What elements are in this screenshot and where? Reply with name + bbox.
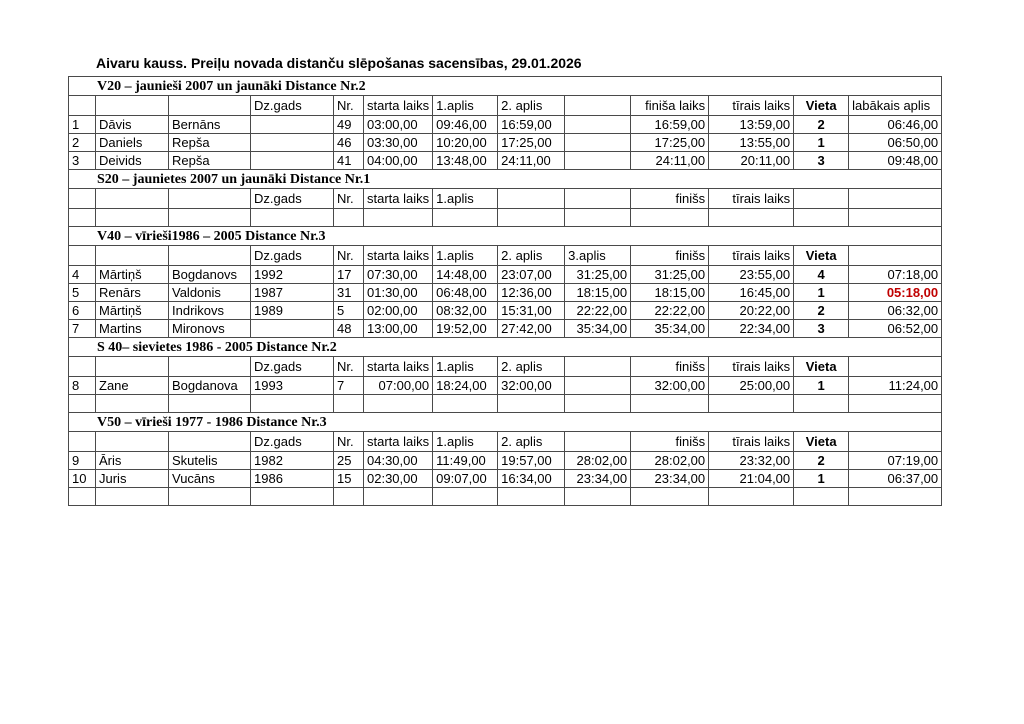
results-table xyxy=(68,76,942,506)
header-net-time: tīrais laiks xyxy=(709,189,794,209)
bib-number-cell: 41 xyxy=(334,152,364,170)
header-lap1: 1.aplis xyxy=(433,96,498,116)
lap1-cell: 19:52,00 xyxy=(433,320,498,338)
header-bib-number: Nr. xyxy=(334,189,364,209)
table-row xyxy=(69,134,942,152)
birth-year-cell: 1989 xyxy=(251,302,334,320)
lap3-cell: 22:22,00 xyxy=(565,302,631,320)
column-header-row xyxy=(69,189,942,209)
table-row xyxy=(69,116,942,134)
header-place: Vieta xyxy=(794,357,849,377)
row-number-cell: 4 xyxy=(69,266,96,284)
header-lap2 xyxy=(498,189,565,209)
header-first-name xyxy=(96,357,169,377)
start-time-cell xyxy=(364,395,433,413)
start-time-cell xyxy=(364,488,433,506)
header-first-name xyxy=(96,189,169,209)
start-time-cell: 13:00,00 xyxy=(364,320,433,338)
last-name-cell: Bernāns xyxy=(169,116,251,134)
header-last-name xyxy=(169,432,251,452)
last-name-cell xyxy=(169,488,251,506)
section-row xyxy=(69,77,942,96)
lap1-cell xyxy=(433,395,498,413)
start-time-cell: 03:30,00 xyxy=(364,134,433,152)
start-time-cell: 03:00,00 xyxy=(364,116,433,134)
header-place xyxy=(794,189,849,209)
header-row-number xyxy=(69,96,96,116)
section-row xyxy=(69,338,942,357)
header-birth-year: Dz.gads xyxy=(251,96,334,116)
section-title: S20 – jaunietes 2007 un jaunāki Distance Nr.1 xyxy=(69,170,942,189)
lap1-cell: 11:49,00 xyxy=(433,452,498,470)
row-number-cell: 1 xyxy=(69,116,96,134)
place-cell xyxy=(794,209,849,227)
header-place: Vieta xyxy=(794,246,849,266)
lap3-cell xyxy=(565,488,631,506)
lap1-cell: 09:46,00 xyxy=(433,116,498,134)
first-name-cell: Juris xyxy=(96,470,169,488)
lap3-cell: 18:15,00 xyxy=(565,284,631,302)
start-time-cell xyxy=(364,209,433,227)
best-lap-cell: 07:18,00 xyxy=(849,266,942,284)
place-cell: 1 xyxy=(794,284,849,302)
net-time-cell: 16:45,00 xyxy=(709,284,794,302)
net-time-cell xyxy=(709,395,794,413)
table-row xyxy=(69,452,942,470)
best-lap-cell: 06:50,00 xyxy=(849,134,942,152)
lap2-cell: 16:34,00 xyxy=(498,470,565,488)
header-finish-time: finišs xyxy=(631,246,709,266)
header-bib-number: Nr. xyxy=(334,432,364,452)
bib-number-cell: 48 xyxy=(334,320,364,338)
last-name-cell: Repša xyxy=(169,134,251,152)
header-net-time: tīrais laiks xyxy=(709,357,794,377)
header-lap2: 2. aplis xyxy=(498,96,565,116)
document-title: Aivaru kauss. Preiļu novada distanču slēpošanas sacensības, 29.01.2026 xyxy=(96,55,582,71)
first-name-cell: Deivids xyxy=(96,152,169,170)
net-time-cell: 23:55,00 xyxy=(709,266,794,284)
column-header-row xyxy=(69,246,942,266)
header-first-name xyxy=(96,246,169,266)
section-title: V40 – vīrieši1986 – 2005 Distance Nr.3 xyxy=(69,227,942,246)
header-lap1: 1.aplis xyxy=(433,189,498,209)
lap2-cell xyxy=(498,209,565,227)
net-time-cell: 20:22,00 xyxy=(709,302,794,320)
header-place: Vieta xyxy=(794,96,849,116)
best-lap-cell: 05:18,00 xyxy=(849,284,942,302)
best-lap-cell: 11:24,00 xyxy=(849,377,942,395)
table-row xyxy=(69,209,942,227)
lap3-cell xyxy=(565,152,631,170)
place-cell: 1 xyxy=(794,470,849,488)
start-time-cell: 07:30,00 xyxy=(364,266,433,284)
header-lap1: 1.aplis xyxy=(433,432,498,452)
bib-number-cell: 15 xyxy=(334,470,364,488)
place-cell: 2 xyxy=(794,116,849,134)
lap2-cell: 32:00,00 xyxy=(498,377,565,395)
row-number-cell xyxy=(69,488,96,506)
bib-number-cell: 46 xyxy=(334,134,364,152)
net-time-cell: 22:34,00 xyxy=(709,320,794,338)
lap3-cell xyxy=(565,395,631,413)
header-row-number xyxy=(69,357,96,377)
table-row xyxy=(69,284,942,302)
bib-number-cell xyxy=(334,488,364,506)
bib-number-cell: 17 xyxy=(334,266,364,284)
lap1-cell xyxy=(433,488,498,506)
header-lap3 xyxy=(565,189,631,209)
birth-year-cell: 1982 xyxy=(251,452,334,470)
birth-year-cell xyxy=(251,116,334,134)
section-row xyxy=(69,413,942,432)
header-net-time: tīrais laiks xyxy=(709,432,794,452)
net-time-cell: 25:00,00 xyxy=(709,377,794,395)
header-lap3 xyxy=(565,357,631,377)
header-lap2: 2. aplis xyxy=(498,246,565,266)
best-lap-cell: 06:32,00 xyxy=(849,302,942,320)
birth-year-cell: 1986 xyxy=(251,470,334,488)
net-time-cell: 13:55,00 xyxy=(709,134,794,152)
header-place: Vieta xyxy=(794,432,849,452)
header-start-time: starta laiks xyxy=(364,189,433,209)
bib-number-cell xyxy=(334,209,364,227)
header-birth-year: Dz.gads xyxy=(251,189,334,209)
place-cell: 1 xyxy=(794,377,849,395)
table-row xyxy=(69,266,942,284)
lap2-cell: 24:11,00 xyxy=(498,152,565,170)
column-header-row xyxy=(69,96,942,116)
last-name-cell: Repša xyxy=(169,152,251,170)
place-cell: 4 xyxy=(794,266,849,284)
lap1-cell: 09:07,00 xyxy=(433,470,498,488)
first-name-cell xyxy=(96,488,169,506)
row-number-cell: 3 xyxy=(69,152,96,170)
best-lap-cell: 07:19,00 xyxy=(849,452,942,470)
header-lap1: 1.aplis xyxy=(433,246,498,266)
header-bib-number: Nr. xyxy=(334,96,364,116)
birth-year-cell xyxy=(251,134,334,152)
header-start-time: starta laiks xyxy=(364,96,433,116)
first-name-cell: Mārtiņš xyxy=(96,302,169,320)
header-last-name xyxy=(169,246,251,266)
finish-time-cell xyxy=(631,395,709,413)
row-number-cell: 10 xyxy=(69,470,96,488)
header-start-time: starta laiks xyxy=(364,357,433,377)
lap3-cell: 35:34,00 xyxy=(565,320,631,338)
birth-year-cell: 1992 xyxy=(251,266,334,284)
table-row xyxy=(69,152,942,170)
lap1-cell: 18:24,00 xyxy=(433,377,498,395)
place-cell: 2 xyxy=(794,452,849,470)
birth-year-cell: 1993 xyxy=(251,377,334,395)
header-best-lap xyxy=(849,357,942,377)
net-time-cell: 21:04,00 xyxy=(709,470,794,488)
finish-time-cell: 28:02,00 xyxy=(631,452,709,470)
finish-time-cell xyxy=(631,209,709,227)
row-number-cell: 6 xyxy=(69,302,96,320)
header-row-number xyxy=(69,189,96,209)
first-name-cell: Martins xyxy=(96,320,169,338)
header-birth-year: Dz.gads xyxy=(251,432,334,452)
section-title: S 40– sievietes 1986 - 2005 Distance Nr.2 xyxy=(69,338,942,357)
row-number-cell: 5 xyxy=(69,284,96,302)
header-net-time: tīrais laiks xyxy=(709,96,794,116)
lap2-cell xyxy=(498,395,565,413)
row-number-cell: 2 xyxy=(69,134,96,152)
best-lap-cell: 06:37,00 xyxy=(849,470,942,488)
best-lap-cell: 06:46,00 xyxy=(849,116,942,134)
finish-time-cell: 24:11,00 xyxy=(631,152,709,170)
place-cell: 2 xyxy=(794,302,849,320)
last-name-cell: Bogdanovs xyxy=(169,266,251,284)
header-lap2: 2. aplis xyxy=(498,432,565,452)
table-row xyxy=(69,488,942,506)
header-last-name xyxy=(169,96,251,116)
header-finish-time: finišs xyxy=(631,189,709,209)
start-time-cell: 04:30,00 xyxy=(364,452,433,470)
first-name-cell: Zane xyxy=(96,377,169,395)
header-finish-time: finiša laiks xyxy=(631,96,709,116)
first-name-cell: Renārs xyxy=(96,284,169,302)
lap2-cell: 27:42,00 xyxy=(498,320,565,338)
finish-time-cell: 23:34,00 xyxy=(631,470,709,488)
bib-number-cell: 31 xyxy=(334,284,364,302)
lap3-cell xyxy=(565,377,631,395)
finish-time-cell: 17:25,00 xyxy=(631,134,709,152)
birth-year-cell xyxy=(251,395,334,413)
finish-time-cell xyxy=(631,488,709,506)
start-time-cell: 07:00,00 xyxy=(364,377,433,395)
first-name-cell: Āris xyxy=(96,452,169,470)
last-name-cell: Skutelis xyxy=(169,452,251,470)
header-birth-year: Dz.gads xyxy=(251,246,334,266)
lap2-cell xyxy=(498,488,565,506)
section-row xyxy=(69,170,942,189)
header-row-number xyxy=(69,432,96,452)
row-number-cell: 9 xyxy=(69,452,96,470)
lap2-cell: 12:36,00 xyxy=(498,284,565,302)
table-row xyxy=(69,470,942,488)
finish-time-cell: 18:15,00 xyxy=(631,284,709,302)
section-row xyxy=(69,227,942,246)
table-row xyxy=(69,302,942,320)
row-number-cell xyxy=(69,209,96,227)
lap3-cell: 23:34,00 xyxy=(565,470,631,488)
last-name-cell: Bogdanova xyxy=(169,377,251,395)
birth-year-cell xyxy=(251,488,334,506)
net-time-cell xyxy=(709,488,794,506)
lap3-cell xyxy=(565,116,631,134)
bib-number-cell: 5 xyxy=(334,302,364,320)
header-last-name xyxy=(169,357,251,377)
place-cell xyxy=(794,395,849,413)
table-row xyxy=(69,377,942,395)
best-lap-cell xyxy=(849,395,942,413)
column-header-row xyxy=(69,357,942,377)
birth-year-cell: 1987 xyxy=(251,284,334,302)
row-number-cell: 8 xyxy=(69,377,96,395)
start-time-cell: 04:00,00 xyxy=(364,152,433,170)
birth-year-cell xyxy=(251,152,334,170)
place-cell: 3 xyxy=(794,152,849,170)
start-time-cell: 02:00,00 xyxy=(364,302,433,320)
finish-time-cell: 35:34,00 xyxy=(631,320,709,338)
header-last-name xyxy=(169,189,251,209)
birth-year-cell xyxy=(251,209,334,227)
lap1-cell: 14:48,00 xyxy=(433,266,498,284)
birth-year-cell xyxy=(251,320,334,338)
lap3-cell xyxy=(565,134,631,152)
best-lap-cell: 06:52,00 xyxy=(849,320,942,338)
place-cell xyxy=(794,488,849,506)
last-name-cell: Indrikovs xyxy=(169,302,251,320)
header-finish-time: finišs xyxy=(631,432,709,452)
row-number-cell xyxy=(69,395,96,413)
place-cell: 3 xyxy=(794,320,849,338)
header-first-name xyxy=(96,96,169,116)
header-best-lap xyxy=(849,432,942,452)
header-lap2: 2. aplis xyxy=(498,357,565,377)
header-net-time: tīrais laiks xyxy=(709,246,794,266)
header-bib-number: Nr. xyxy=(334,357,364,377)
header-lap3: 3.aplis xyxy=(565,246,631,266)
first-name-cell xyxy=(96,395,169,413)
net-time-cell: 20:11,00 xyxy=(709,152,794,170)
header-row-number xyxy=(69,246,96,266)
header-start-time: starta laiks xyxy=(364,246,433,266)
lap2-cell: 16:59,00 xyxy=(498,116,565,134)
last-name-cell xyxy=(169,209,251,227)
lap1-cell: 06:48,00 xyxy=(433,284,498,302)
bib-number-cell xyxy=(334,395,364,413)
lap1-cell: 10:20,00 xyxy=(433,134,498,152)
start-time-cell: 01:30,00 xyxy=(364,284,433,302)
lap3-cell: 28:02,00 xyxy=(565,452,631,470)
last-name-cell: Vucāns xyxy=(169,470,251,488)
section-title: V50 – vīrieši 1977 - 1986 Distance Nr.3 xyxy=(69,413,942,432)
header-best-lap xyxy=(849,189,942,209)
net-time-cell: 13:59,00 xyxy=(709,116,794,134)
table-row xyxy=(69,320,942,338)
lap3-cell xyxy=(565,209,631,227)
last-name-cell: Valdonis xyxy=(169,284,251,302)
net-time-cell xyxy=(709,209,794,227)
lap3-cell: 31:25,00 xyxy=(565,266,631,284)
finish-time-cell: 31:25,00 xyxy=(631,266,709,284)
best-lap-cell xyxy=(849,209,942,227)
header-lap1: 1.aplis xyxy=(433,357,498,377)
header-bib-number: Nr. xyxy=(334,246,364,266)
column-header-row xyxy=(69,432,942,452)
row-number-cell: 7 xyxy=(69,320,96,338)
net-time-cell: 23:32,00 xyxy=(709,452,794,470)
bib-number-cell: 7 xyxy=(334,377,364,395)
header-best-lap: labākais aplis xyxy=(849,96,942,116)
header-finish-time: finišs xyxy=(631,357,709,377)
best-lap-cell xyxy=(849,488,942,506)
lap2-cell: 23:07,00 xyxy=(498,266,565,284)
header-first-name xyxy=(96,432,169,452)
bib-number-cell: 25 xyxy=(334,452,364,470)
table-row xyxy=(69,395,942,413)
lap2-cell: 15:31,00 xyxy=(498,302,565,320)
lap1-cell xyxy=(433,209,498,227)
place-cell: 1 xyxy=(794,134,849,152)
finish-time-cell: 16:59,00 xyxy=(631,116,709,134)
header-lap3 xyxy=(565,96,631,116)
header-lap3 xyxy=(565,432,631,452)
header-start-time: starta laiks xyxy=(364,432,433,452)
lap1-cell: 13:48,00 xyxy=(433,152,498,170)
last-name-cell xyxy=(169,395,251,413)
section-title: V20 – jaunieši 2007 un jaunāki Distance Nr.2 xyxy=(69,77,942,96)
first-name-cell: Dāvis xyxy=(96,116,169,134)
lap1-cell: 08:32,00 xyxy=(433,302,498,320)
lap2-cell: 19:57,00 xyxy=(498,452,565,470)
finish-time-cell: 32:00,00 xyxy=(631,377,709,395)
finish-time-cell: 22:22,00 xyxy=(631,302,709,320)
last-name-cell: Mironovs xyxy=(169,320,251,338)
first-name-cell: Mārtiņš xyxy=(96,266,169,284)
header-best-lap xyxy=(849,246,942,266)
first-name-cell: Daniels xyxy=(96,134,169,152)
first-name-cell xyxy=(96,209,169,227)
best-lap-cell: 09:48,00 xyxy=(849,152,942,170)
lap2-cell: 17:25,00 xyxy=(498,134,565,152)
bib-number-cell: 49 xyxy=(334,116,364,134)
header-birth-year: Dz.gads xyxy=(251,357,334,377)
start-time-cell: 02:30,00 xyxy=(364,470,433,488)
